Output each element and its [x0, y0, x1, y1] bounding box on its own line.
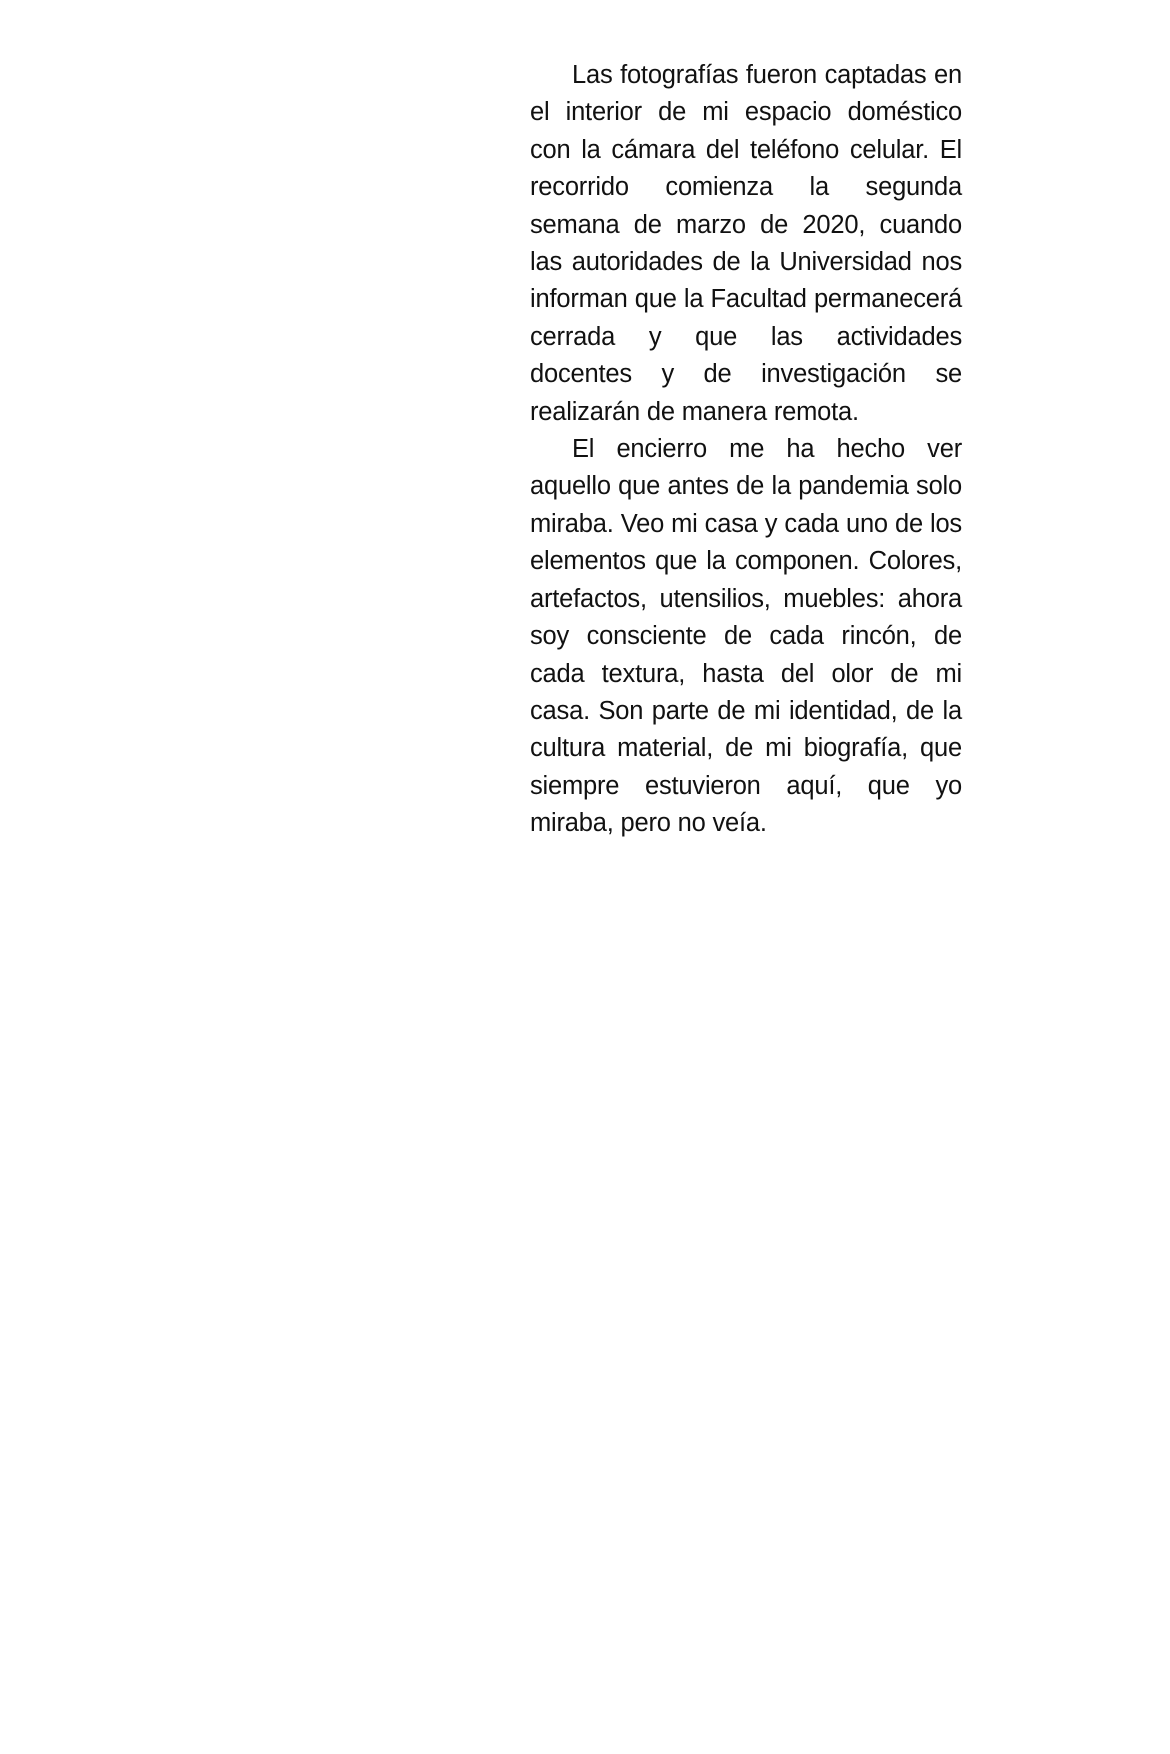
paragraph-1: Las fotografías fueron captadas en el interior de mi espacio doméstico con la cámara del teléfono celular. El recorrido comienza la segunda semana de marzo de 2020, cuando las autoridades de la Universidad nos informan que la Facultad permanecerá cerrada y que las actividades docentes y de investigación se realizarán de manera remota. — [530, 61, 962, 426]
text-column — [530, 57, 962, 843]
paragraph-2: El encierro me ha hecho ver aquello que antes de la pandemia solo miraba. Veo mi casa y cada uno de los elementos que la componen. Colores, artefactos, utensilios, muebles: ahora soy consciente de cada rincón, de cada textura, hasta del olor de mi casa. Son parte de mi identidad, de la cultura material, de mi biografía, que siempre estuvieron aquí, que yo miraba, pero no veía. — [530, 435, 962, 838]
